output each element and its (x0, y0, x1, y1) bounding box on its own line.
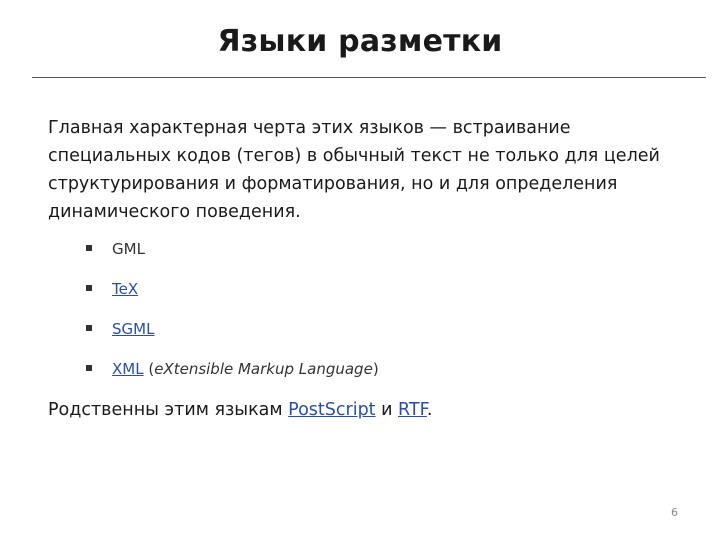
title-divider (32, 77, 706, 78)
outro-prefix: Родственны этим языкам (48, 400, 289, 420)
rtf-link[interactable]: RTF (398, 400, 427, 420)
outro-middle: и (375, 400, 399, 420)
gml-label: GML (112, 240, 145, 258)
xml-full-name: eXtensible Markup Language (154, 360, 373, 378)
slide-title: Языки разметки (217, 24, 503, 59)
square-bullet-icon (86, 365, 92, 371)
sgml-link[interactable]: SGML (112, 320, 155, 338)
page-number: 6 (671, 506, 678, 519)
intro-paragraph: Главная характерная черта этих языков — встраивание специальных кодов (тегов) в обычный текст не только для целей структурирования и форматирования, но и для определения динамического поведения. (48, 118, 660, 222)
xml-link[interactable]: XML (112, 360, 144, 378)
markup-language-list (86, 236, 379, 396)
tex-link[interactable]: TeX (112, 280, 139, 298)
square-bullet-icon (86, 285, 92, 291)
xml-desc-open: ( (143, 360, 155, 378)
list-item-gml (86, 236, 379, 276)
postscript-link[interactable]: PostScript (288, 400, 376, 420)
xml-description (144, 360, 379, 378)
xml-desc-close: ) (372, 360, 379, 378)
list-item-xml (86, 356, 379, 396)
square-bullet-icon (86, 325, 92, 331)
list-item-sgml (86, 316, 379, 356)
outro-paragraph (48, 396, 432, 424)
square-bullet-icon (86, 245, 92, 251)
outro-suffix: . (426, 400, 433, 420)
list-item-tex (86, 276, 379, 316)
